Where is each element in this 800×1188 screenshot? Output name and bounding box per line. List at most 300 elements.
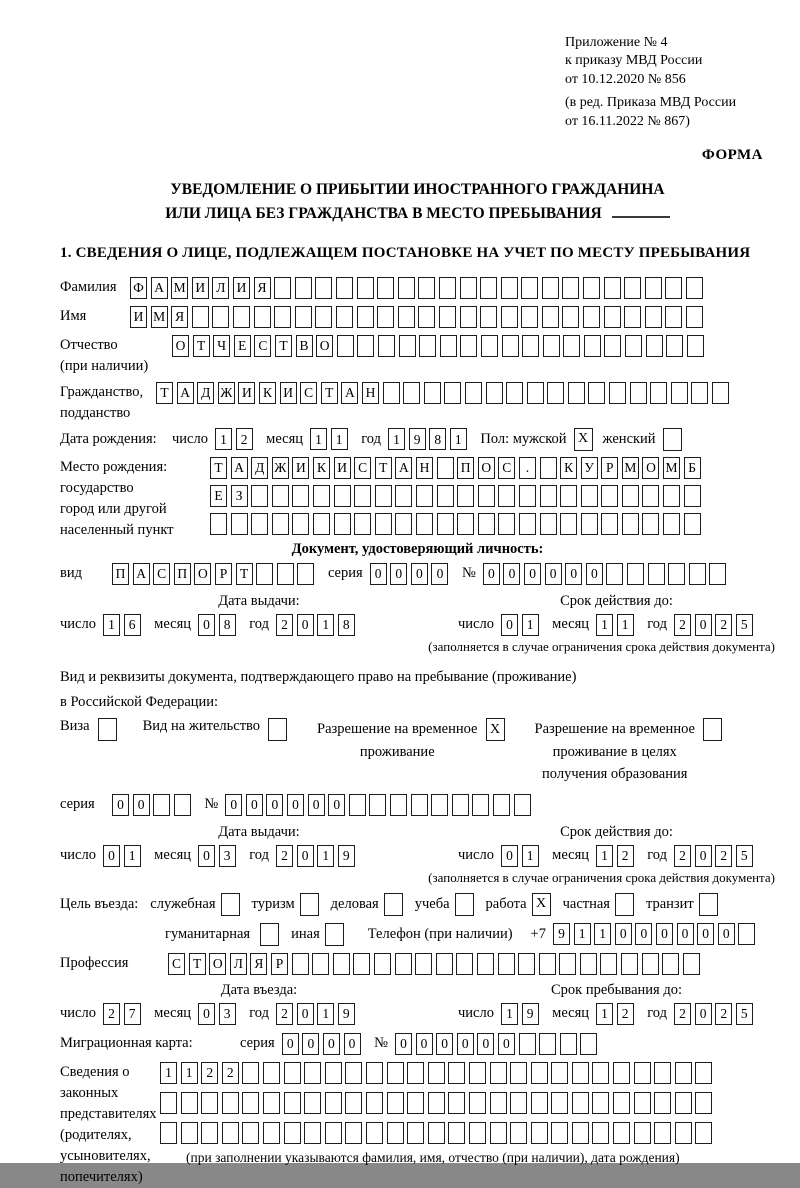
char-cell [284,1092,301,1114]
iddoc-number-cells [483,563,730,585]
char-cell: 0 [695,1003,712,1025]
char-cell [297,563,314,585]
birthplace-row1 [210,457,704,479]
char-cell [490,1122,507,1144]
char-cell [375,513,392,535]
char-cell: 1 [522,614,539,636]
char-cell: 0 [501,845,518,867]
char-cell [407,1062,424,1084]
char-cell [540,457,557,479]
char-cell [292,513,309,535]
char-cell [609,382,626,404]
char-cell [419,335,436,357]
char-cell [604,306,621,328]
representatives-note: (при заполнении указываются фамилия, имя, отчество (при наличии), дата рождения) [186,1149,680,1165]
char-cell [531,1122,548,1144]
char-cell [448,1092,465,1114]
char-cell [630,382,647,404]
char-cell [378,335,395,357]
char-cell: 0 [328,794,345,816]
residence-permit-label: Вид на жительство [142,718,261,735]
char-cell: О [316,335,333,357]
char-cell: 0 [416,1033,433,1055]
char-cell [398,306,415,328]
char-cell [689,563,706,585]
sex-label: Пол: мужской [480,430,567,447]
stay-day [501,1003,542,1025]
char-cell: И [238,382,255,404]
char-cell [222,1092,239,1114]
char-cell: П [112,563,129,585]
char-cell [560,485,577,507]
char-cell [439,277,456,299]
char-cell: Д [197,382,214,404]
entry-day [103,1003,144,1025]
char-cell: Т [375,457,392,479]
char-cell [439,306,456,328]
purpose-private-checkbox [615,893,634,916]
char-cell: Л [212,277,229,299]
char-cell [436,953,453,975]
migcard-number-label: № [374,1035,388,1052]
purpose-other-checkbox [325,923,344,946]
residence-permit-checkbox [268,718,287,741]
char-cell [543,335,560,357]
char-cell [622,485,639,507]
sex-female-checkbox [663,428,682,451]
appendix-line: к приказу МВД России [565,53,703,69]
char-cell: Т [321,382,338,404]
char-cell: 8 [429,428,446,450]
char-cell [648,563,665,585]
profession-label: Профессия [60,955,129,972]
char-cell: 2 [617,1003,634,1025]
migcard-series-label: серия [240,1035,275,1052]
char-cell [399,335,416,357]
char-cell: 2 [674,614,691,636]
char-cell [295,306,312,328]
char-cell: Д [251,457,268,479]
char-cell [460,335,477,357]
char-cell [498,485,515,507]
char-cell [334,485,351,507]
char-cell [539,1033,556,1055]
char-cell [665,306,682,328]
char-cell [518,953,535,975]
rvp-label: Разрешение на временное проживание [317,721,478,760]
char-cell [551,1122,568,1144]
iddoc-number-label: № [462,565,476,582]
char-cell [592,1062,609,1084]
char-cell: 9 [338,845,355,867]
char-cell [642,485,659,507]
char-cell [428,1122,445,1144]
char-cell [292,485,309,507]
char-cell: О [642,457,659,479]
char-cell: И [292,457,309,479]
iddoc-type-label: вид [60,565,82,582]
char-cell [345,1092,362,1114]
char-cell: Т [193,335,210,357]
char-cell [153,794,170,816]
section1-title: 1. СВЕДЕНИЯ О ЛИЦЕ, ПОДЛЕЖАЩЕМ ПОСТАНОВКЕ НА УЧЕТ ПО МЕСТУ ПРЕБЫВАНИЯ [60,244,751,261]
char-cell [345,1122,362,1144]
char-cell [540,513,557,535]
char-cell [437,485,454,507]
iddoc-valid-year [674,614,756,636]
char-cell [572,1062,589,1084]
char-cell: 0 [297,614,314,636]
char-cell: 9 [553,923,570,945]
char-cell: 0 [656,923,673,945]
char-cell [418,306,435,328]
char-cell: 1 [181,1062,198,1084]
char-cell [395,485,412,507]
char-cell: 0 [718,923,735,945]
char-cell: 0 [103,845,120,867]
char-cell: А [395,457,412,479]
char-cell [374,953,391,975]
char-cell [695,1092,712,1114]
char-cell [390,794,407,816]
char-cell: М [622,457,639,479]
patronymic-row [60,335,775,377]
iddoc-valid-month [596,614,637,636]
char-cell: 1 [574,923,591,945]
char-cell: 0 [308,794,325,816]
representatives-block [60,1062,775,1188]
char-cell: 1 [501,1003,518,1025]
char-cell [542,306,559,328]
char-cell [684,513,701,535]
staydoc-issue-header: Дата выдачи: [218,823,300,840]
char-cell [592,1092,609,1114]
char-cell: 0 [524,563,541,585]
char-cell [437,457,454,479]
char-cell [395,513,412,535]
char-cell: 3 [219,845,236,867]
char-cell [625,335,642,357]
purpose-official-checkbox [221,893,240,916]
char-cell: 0 [431,563,448,585]
birthplace-block [60,457,775,541]
char-cell [519,513,536,535]
char-cell [387,1092,404,1114]
char-cell: В [296,335,313,357]
char-cell: 2 [201,1062,218,1084]
char-cell: И [233,277,250,299]
purpose-transit-checkbox [699,893,718,916]
representatives-row3 [160,1122,716,1144]
char-cell [353,953,370,975]
char-cell: 0 [370,563,387,585]
char-cell [387,1062,404,1084]
char-cell [606,563,623,585]
birth-year-cells [388,428,470,450]
char-cell [263,1062,280,1084]
char-cell: . [519,457,536,479]
iddoc-issue-header: Дата выдачи: [218,592,300,609]
char-cell [572,1092,589,1114]
char-cell [222,1122,239,1144]
char-cell: 2 [276,845,293,867]
staydoc-issue-year [276,845,358,867]
char-cell [695,1122,712,1144]
char-cell [613,1122,630,1144]
char-cell [666,335,683,357]
staydoc-line2: в Российской Федерации: [60,693,219,710]
form-title-line2: ИЛИ ЛИЦА БЕЗ ГРАЖДАНСТВА В МЕСТО ПРЕБЫВАНИЯ [60,202,775,225]
char-cell [613,1092,630,1114]
char-cell: 2 [276,614,293,636]
char-cell [547,382,564,404]
char-cell [465,382,482,404]
char-cell: Е [210,485,227,507]
char-cell [448,1062,465,1084]
char-cell [242,1062,259,1084]
staydoc-date-headers [60,824,775,841]
staydoc-valid-year [674,845,756,867]
char-cell [560,1033,577,1055]
purpose-tourism-checkbox [300,893,319,916]
staydoc-line1: Вид и реквизиты документа, подтверждающего право на пребывание (проживание) [60,668,577,685]
char-cell: А [177,382,194,404]
char-cell [160,1122,177,1144]
char-cell [315,306,332,328]
char-cell: 1 [317,614,334,636]
char-cell [357,277,374,299]
char-cell [624,277,641,299]
purpose-row2: гуманитарная иная Телефон (при наличии) +7 9 1 1 0 0 0 0 0 0 [165,923,775,946]
char-cell [407,1122,424,1144]
char-cell: К [560,457,577,479]
char-cell [304,1122,321,1144]
iddoc-issue-year [276,614,358,636]
char-cell: С [254,335,271,357]
char-cell [254,306,271,328]
char-cell: И [130,306,147,328]
char-cell [621,953,638,975]
char-cell [201,1122,218,1144]
char-cell: 0 [198,614,215,636]
char-cell: 1 [317,1003,334,1025]
char-cell [424,382,441,404]
char-cell: Я [254,277,271,299]
char-cell: 9 [338,1003,355,1025]
char-cell [684,485,701,507]
char-cell [325,1122,342,1144]
migration-card-label: Миграционная карта: [60,1035,193,1052]
char-cell: 2 [103,1003,120,1025]
char-cell: У [581,457,598,479]
char-cell [539,953,556,975]
char-cell [527,382,544,404]
char-cell: 2 [674,845,691,867]
char-cell [251,485,268,507]
char-cell [242,1092,259,1114]
char-cell: 1 [331,428,348,450]
char-cell [336,306,353,328]
char-cell [650,382,667,404]
given-name-row [60,306,775,328]
char-cell [337,335,354,357]
staydoc-series-cells [112,794,194,816]
char-cell: 0 [411,563,428,585]
char-cell [592,1122,609,1144]
iddoc-row [60,563,775,585]
char-cell [654,1122,671,1144]
rvpo-checkbox [703,718,722,741]
char-cell [274,277,291,299]
char-cell [498,953,515,975]
patronymic-label: Отчество (при наличии) [60,336,149,374]
char-cell: 0 [503,563,520,585]
char-cell [377,306,394,328]
char-cell [383,382,400,404]
residence-permit-option [143,718,287,741]
char-cell [325,1062,342,1084]
birth-month-cells [310,428,351,450]
migration-card-row [60,1033,775,1055]
char-cell [662,953,679,975]
forma-label: ФОРМА [701,147,763,164]
day-word: число [172,430,208,447]
char-cell [663,485,680,507]
char-cell [510,1122,527,1144]
appendix-line: от 10.12.2020 № 856 [565,71,686,87]
char-cell: 2 [715,845,732,867]
char-cell [551,1092,568,1114]
staydoc-valid-date: число 0 1 месяц 1 2 год 2 0 2 5 [458,845,775,867]
char-cell [437,513,454,535]
char-cell [601,485,618,507]
char-cell: Т [275,335,292,357]
char-cell [493,794,510,816]
char-cell: Т [156,382,173,404]
representatives-label: Сведения о законных представителях (родителях, усыновителях, попечителях) [60,1063,157,1185]
char-cell: О [478,457,495,479]
patronymic-cells [172,335,707,357]
char-cell: 8 [219,614,236,636]
char-cell: Т [236,563,253,585]
char-cell [481,335,498,357]
purpose-business-checkbox [384,893,403,916]
char-cell [181,1122,198,1144]
char-cell: О [194,563,211,585]
profession-cells [168,953,703,975]
char-cell [478,513,495,535]
char-cell [192,306,209,328]
purpose-label: Цель въезда: [60,895,139,912]
char-cell: И [192,277,209,299]
char-cell [284,1062,301,1084]
char-cell: 0 [545,563,562,585]
appendix-line: Приложение № 4 [565,35,668,50]
char-cell [642,953,659,975]
char-cell [654,1092,671,1114]
char-cell [563,335,580,357]
char-cell: Р [271,953,288,975]
entry-date-header: Дата въезда: [220,981,298,998]
char-cell [274,306,291,328]
char-cell [675,1122,692,1144]
profession-row [60,953,775,975]
char-cell: П [457,457,474,479]
char-cell [431,794,448,816]
char-cell [233,306,250,328]
char-cell [325,1092,342,1114]
char-cell [277,563,294,585]
birth-label: Дата рождения: [60,430,157,447]
staydoc-issue-month [198,845,239,867]
char-cell: 0 [697,923,714,945]
char-cell [514,794,531,816]
char-cell: 8 [338,614,355,636]
char-cell [502,335,519,357]
migcard-series-cells [282,1033,364,1055]
char-cell: 0 [457,1033,474,1055]
char-cell [460,277,477,299]
staydoc-valid-month [596,845,637,867]
char-cell [671,382,688,404]
char-cell: 1 [103,614,120,636]
char-cell [377,277,394,299]
char-cell [428,1062,445,1084]
char-cell [478,485,495,507]
char-cell [354,485,371,507]
char-cell [415,953,432,975]
sex-male-checkbox: X [574,428,593,451]
char-cell: 2 [617,845,634,867]
char-cell: 0 [266,794,283,816]
char-cell [519,485,536,507]
char-cell [562,306,579,328]
iddoc-header: Документ, удостоверяющий личность: [291,540,544,557]
form-title-line1: УВЕДОМЛЕНИЕ О ПРИБЫТИИ ИНОСТРАННОГО ГРАЖДАНИНА [170,181,665,199]
staydoc-issue-date: число 0 1 месяц 0 3 год 2 0 1 9 [60,845,458,867]
char-cell: 3 [219,1003,236,1025]
char-cell [357,335,374,357]
char-cell [600,953,617,975]
char-cell [645,277,662,299]
char-cell [645,306,662,328]
char-cell [472,794,489,816]
char-cell [312,953,329,975]
char-cell [501,306,518,328]
char-cell [604,277,621,299]
char-cell [581,485,598,507]
rvpo-option [535,718,722,785]
stay-month [596,1003,637,1025]
month-word: месяц [266,430,304,447]
char-cell: К [313,457,330,479]
char-cell [562,277,579,299]
char-cell: Т [189,953,206,975]
char-cell [160,1092,177,1114]
iddoc-valid-header: Срок действия до: [560,592,673,609]
char-cell: 1 [215,428,232,450]
char-cell: 2 [674,1003,691,1025]
char-cell: 0 [695,845,712,867]
char-cell: 0 [225,794,242,816]
char-cell [292,953,309,975]
char-cell: 7 [124,1003,141,1025]
char-cell [642,513,659,535]
char-cell [334,513,351,535]
char-cell [498,513,515,535]
char-cell [634,1062,651,1084]
citizenship-row [60,382,775,424]
